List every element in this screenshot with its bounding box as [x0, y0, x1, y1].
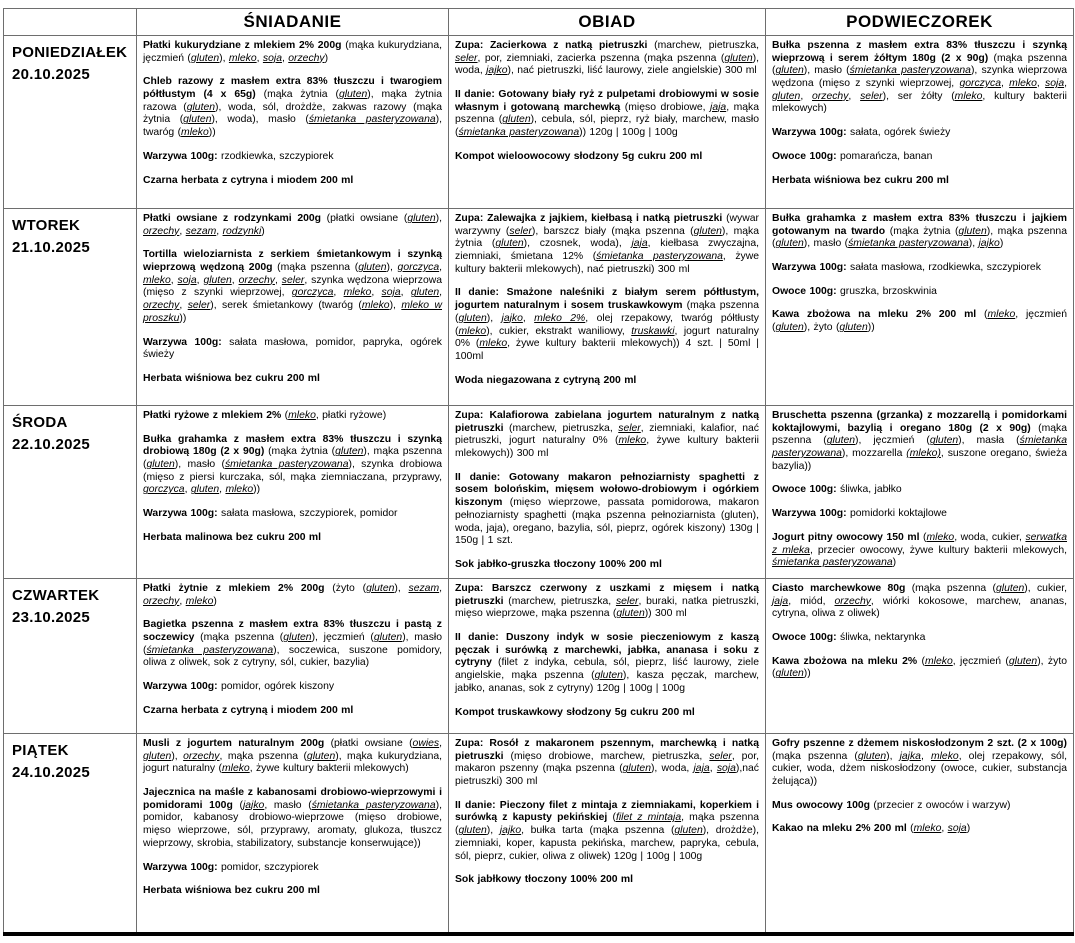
allergen: mleko [458, 325, 487, 337]
day-name: PONIEDZIAŁEK [12, 44, 128, 61]
header-sniadanie: ŚNIADANIE [137, 9, 449, 36]
menu-item: Kawa zbożowa na mleku 2% (mleko, jęczmień (gluten), żyto (gluten)) [772, 655, 1067, 680]
allergen: gluten [772, 90, 801, 102]
allergen: gluten [306, 750, 336, 762]
allergen: truskawki [631, 325, 675, 337]
cell-wednesday-lunch [449, 406, 766, 579]
menu-item: Ciasto marchewkowe 80g (mąka pszenna (gluten), cukier, jaja, miód, orzechy, wiórki kokosowe, marchew, ananas, cytryna, oliwa z oliwek) [772, 583, 1068, 620]
allergen: orzechy [812, 90, 849, 102]
dish-name: Zupa: Barszcz czerwony z uszkami z mięsem i natką pietruszki [455, 583, 759, 607]
allergen: soja [262, 52, 282, 64]
allergen: soja [716, 763, 736, 775]
dish-name: Zupa: Zacierkowa z natką pietruszki [455, 40, 648, 51]
menu-item: Bruschetta pszenna (grzanka) z mozzarellą i pomidorkami koktajlowymi, bazylią i oregano 180g (2 x 90g) (mąka pszenna (gluten), jęczmień (gluten), masła (śmietanka pasteryzowana), mozzarella (mleko), suszone oregano, świeża bazylia)) [772, 410, 1067, 472]
menu-item: Zupa: Kalafiorowa zabielana jogurtem naturalnym z natką pietruszki (marchew, pietruszka, seler, ziemniaki, kalafior, nać pietruszki, jogurt naturalny 0% (mleko, żywe kultury bakterii mlekowych)) 300 ml [455, 410, 759, 460]
allergen: rodzynki [222, 225, 262, 237]
allergen: gluten [775, 322, 804, 334]
menu-item: Owoce 100g: śliwka, nektarynka [772, 632, 926, 644]
dish-name: Owoce 100g: [772, 150, 837, 162]
row-tuesday [4, 209, 1074, 406]
dish-name: Bagietka pszenna z masłem extra 83% tłuszczu i pastą z soczewicy [143, 619, 442, 644]
dish-name: Warzywa 100g: [772, 262, 847, 274]
dish-name: II danie: Gotowany makaron pełnoziarnisty spaghetti z sosem bolońskim, mięsem wołowo-drobiowym i ogórkiem kiszonym [455, 471, 759, 509]
menu-item: Płatki ryżowe z mlekiem 2% (mleko, płatki ryżowe) [143, 410, 387, 421]
cell-monday-breakfast [137, 36, 449, 209]
allergen: gluten [995, 583, 1025, 594]
allergen: jajko [242, 799, 265, 811]
dish-name: Płatki żytnie z mlekiem 2% 200g [143, 583, 325, 594]
menu-item: Warzywa 100g: pomidor, ogórek kiszony [143, 681, 335, 693]
allergen: mleko [343, 287, 372, 299]
day-date: 23.10.2025 [12, 608, 91, 626]
day-cell-tuesday [4, 209, 137, 406]
dish-name: Jogurt pitny owocowy 150 ml [772, 531, 920, 543]
allergen: mleko [185, 595, 214, 607]
dish-name: Warzywa 100g: [143, 508, 218, 520]
allergen: orzechy [183, 750, 220, 762]
dish-name: Kawa zbożowa na mleku 2% 200 ml [772, 309, 977, 321]
dish-name: Zupa: Zalewajka z jajkiem, kiełbasą i natką pietruszki [455, 213, 723, 224]
allergen: śmietanka pasteryzowana [458, 127, 580, 139]
allergen: soja [381, 287, 401, 299]
allergen: gluten [693, 225, 722, 237]
allergen: mleko [479, 338, 508, 350]
allergen: (mleko) [906, 448, 941, 460]
allergen: mleko [225, 484, 254, 496]
allergen: orzechy [834, 595, 871, 607]
menu-item [143, 373, 442, 386]
allergen: gluten [335, 446, 364, 458]
allergen: gluten [594, 670, 623, 682]
menu-item: Kakao na mleku 2% 200 ml (mleko, soja) [772, 823, 971, 835]
dish-name: Musli z jogurtem naturalnym 200g [143, 738, 325, 749]
allergen: mleko w proszku [143, 300, 443, 324]
allergen: gorczyca [143, 484, 185, 496]
allergen: gluten [410, 287, 440, 299]
dish-name: Warzywa 100g: [143, 336, 222, 348]
day-date: 22.10.2025 [12, 435, 91, 453]
menu-item: Płatki owsiane z rodzynkami 200g (płatki owsiane (gluten), orzechy, sezam, rodzynki) [143, 213, 442, 237]
allergen: śmietanka pasteryzowana [146, 644, 274, 656]
menu-item: II danie: Gotowany makaron pełnoziarnisty spaghetti z sosem bolońskim, mięsem wołowo-drobiowym i ogórkiem kiszonym (mięso wieprzowe, passata pomidorowa, makaron pełnoziarnisty spaghetti (mąka pszenna pełnoziarnista (gluten), woda, jaja), oregano, bazylia, sól, pieprz, ogórek kiszony) 130g | 150g | 1 szt. [455, 471, 759, 547]
allergen: gluten [203, 274, 232, 286]
cell-friday-snack [766, 734, 1074, 934]
menu-item: Mus owocowy 100g (przecier z owoców i warzyw) [772, 799, 1011, 811]
allergen: gorczyca [959, 78, 1002, 90]
day-cell-wednesday [4, 406, 137, 579]
allergen: gluten [186, 101, 216, 113]
allergen: jaja [710, 101, 727, 113]
dish-name: Warzywa 100g: [772, 127, 847, 139]
allergen: śmietanka pasteryzowana [849, 65, 971, 77]
header-row [4, 9, 1074, 36]
allergen: gluten [366, 583, 395, 594]
dish-name: Zupa: Rosół z makaronem pszennym, marchewką i natką pietruszki [455, 738, 759, 762]
menu-item: Zupa: Barszcz czerwony z uszkami z mięsem i natką pietruszki (marchew, pietruszka, seler, buraki, natka pietruszki, mięso wieprzowe, mąka pszenna (gluten)) 300 ml [455, 583, 759, 620]
cell-thursday-breakfast [137, 579, 449, 734]
dish-name: Owoce 100g: [772, 285, 837, 297]
day-name: WTOREK [12, 217, 81, 234]
allergen: gluten [857, 750, 887, 762]
dish-name: Warzywa 100g: [143, 681, 218, 693]
allergen: mleko [228, 52, 257, 64]
dish-name: Bułka pszenna z masłem extra 83% tłuszczu i szynką wieprzową i serem żółtym 180g (2 x 90g) [772, 40, 1067, 64]
allergen: serwatka z mleka [772, 531, 1068, 556]
menu-item [455, 707, 759, 720]
allergen: gluten [775, 668, 804, 680]
menu-item: Owoce 100g: śliwka, jabłko [772, 484, 902, 496]
menu-item: Warzywa 100g: pomidor, szczypiorek [143, 861, 319, 873]
allergen: seler [709, 750, 732, 762]
cell-wednesday-snack [766, 406, 1074, 579]
dish-name: Owoce 100g: [772, 484, 837, 496]
dish-name: Warzywa 100g: [143, 861, 218, 873]
allergen: seler [455, 52, 478, 64]
menu-item [455, 559, 759, 572]
allergen: jajko [499, 825, 522, 837]
allergen: jaja [693, 763, 710, 775]
allergen: śmietanka pasteryzowana [772, 435, 1067, 460]
allergen: jajka [899, 750, 921, 762]
day-name: CZWARTEK [12, 587, 100, 604]
allergen: jajko [501, 312, 523, 324]
dish-name: Bruschetta pszenna (grzanka) z mozzarellą i pomidorkami koktajlowymi, bazylią i oregano 180g (2 x 90g) [772, 410, 1067, 434]
dish-name: Czarna herbata z cytryną i miodem 200 ml [143, 704, 354, 716]
cell-thursday-snack [766, 579, 1074, 734]
allergen: orzechy [143, 595, 180, 607]
day-cell-monday [4, 36, 137, 209]
allergen: mleko [930, 750, 959, 762]
menu-item: Jajecznica na maśle z kabanosami drobiowo-wieprzowymi i pomidorami 100g (jajko, masło (śmietanka pasteryzowana), pomidor, kabanosy drobiowo-wieprzowe (mięso drobiowe, mięso wieprzowe, sól, przyprawy, aromaty, glukoza, tłuszcz wieprzowy, skrobia, stabilizatory, substancje konserwujące)) [143, 787, 442, 849]
menu-item: Warzywa 100g: sałata masłowa, rzodkiewka, szczypiorek [772, 262, 1041, 274]
dish-name: Herbata wiśniowa bez cukru 200 ml [143, 885, 320, 897]
allergen: gluten [775, 65, 804, 77]
allergen: gluten [826, 435, 856, 447]
allergen: sezam [408, 583, 440, 594]
menu-item: Kawa zbożowa na mleku 2% 200 ml (mleko, jęczmień (gluten), żyto (gluten)) [772, 309, 1067, 334]
dish-name: Tortilla wieloziarnista z serkiem śmietankowym i szynką wieprzową wędzoną 200g [143, 249, 442, 274]
dish-name: II danie: Duszony indyk w sosie pieczeniowym z kaszą pęczak i surówką z marchewki, jabłka, ananasa i soku z cytryny [455, 632, 759, 669]
dish-name: Herbata malinowa bez cukru 200 ml [143, 531, 322, 543]
dish-name: Owoce 100g: [772, 632, 837, 644]
allergen: jajko [978, 238, 1000, 250]
allergen: gluten [407, 213, 436, 224]
allergen: gluten [283, 632, 312, 644]
dish-name: Bułka grahamka z masłem extra 83% tłuszczu i szynką drobiową 180g (2 x 90g) [143, 433, 442, 458]
allergen: śmietanka pasteryzowana [311, 799, 436, 811]
dish-name: Bułka grahamka z masłem extra 83% tłuszczu i jajkiem gotowanym na twardo [772, 213, 1067, 237]
cell-friday-breakfast [137, 734, 449, 934]
allergen: mleko [288, 410, 316, 421]
dish-name: II danie: Pieczony filet z mintaja z ziemniakami, koperkiem i surówką z kapusty pekińskiej [455, 799, 759, 824]
allergen: gluten [622, 763, 651, 775]
day-name: ŚRODA [12, 414, 68, 431]
row-thursday [4, 579, 1074, 734]
allergen: śmietanka pasteryzowana [224, 459, 349, 471]
allergen: gluten [358, 262, 387, 274]
cell-wednesday-breakfast [137, 406, 449, 579]
allergen: mleko [143, 274, 171, 286]
allergen: orzechy [143, 225, 180, 237]
allergen: gluten [146, 459, 175, 471]
corner-cell [4, 9, 137, 36]
allergen: śmietanka pasteryzowana [772, 557, 893, 569]
menu-item: Owoce 100g: gruszka, brzoskwinia [772, 285, 937, 297]
allergen: seler [281, 274, 305, 286]
allergen: mleko [925, 655, 953, 667]
dish-name: Kawa zbożowa na mleku 2% [772, 655, 918, 667]
menu-item: Zupa: Zalewajka z jajkiem, kiełbasą i natką pietruszki (wywar warzywny (seler), barszcz biały (mąka pszenna (gluten), mąka żytnia (gluten), czosnek, woda), jaja, kiełbasa zwyczajna, ziemniaki, śmietana 12% (śmietanka pasteryzowana, żywe kultury bakterii mlekowych), nać pietruszki) 300 ml [455, 213, 759, 275]
allergen: gluten [495, 238, 524, 250]
dish-name: Płatki ryżowe z mlekiem 2% [143, 410, 282, 421]
allergen: śmietanka pasteryzowana [308, 114, 436, 126]
allergen: gluten [674, 825, 703, 837]
allergen: mleko [926, 531, 955, 543]
dish-name: Ciasto marchewkowe 80g [772, 583, 906, 594]
dish-name: Jajecznica na maśle z kabanosami drobiowo-wieprzowymi i pomidorami 100g [143, 787, 442, 811]
allergen: soja [177, 274, 197, 286]
allergen: gluten [373, 632, 403, 644]
menu-item: II danie: Gotowany biały ryż z pulpetami drobiowymi w sosie własnym i gotowaną marchewką (mięso drobiowe, jaja, mąka pszenna (gluten), cebula, sól, pieprz, ryż biały, marchew, masło (śmietanka pasteryzowana)) 120g | 100g | 100g [455, 89, 759, 139]
dish-name: Chleb razowy z masłem extra 83% tłuszczu i twarogiem półtłustym (4 x 65g) [143, 76, 442, 101]
dish-name: Sok jabłkowy tłoczony 100% 200 ml [455, 874, 634, 886]
allergen: gluten [458, 312, 487, 324]
allergen: mleko 2% [534, 312, 586, 324]
allergen: seler [187, 300, 211, 312]
allergen: mleko [954, 90, 983, 102]
cell-tuesday-breakfast [137, 209, 449, 406]
allergen: orzechy [288, 52, 325, 64]
allergen: mleko [181, 127, 209, 139]
allergen: gluten [190, 52, 220, 64]
day-cell-friday [4, 734, 137, 934]
row-wednesday [4, 406, 1074, 579]
allergen: mleko [913, 823, 942, 835]
weekly-menu-table [3, 8, 1074, 936]
allergen: mleko [361, 300, 390, 312]
header-podwieczorek: PODWIECZOREK [766, 9, 1074, 36]
dish-name: Kompot truskawkowy słodzony 5g cukru 200 ml [455, 706, 695, 718]
menu-item: Warzywa 100g: sałata masłowa, szczypiorek, pomidor [143, 508, 398, 520]
allergen: orzechy [143, 300, 180, 312]
allergen: gluten [190, 484, 220, 496]
menu-item [143, 885, 442, 898]
dish-name: Kompot wieloowocowy słodzony 5g cukru 200 ml [455, 150, 703, 162]
menu-item: Warzywa 100g: rzodkiewka, szczypiorek [143, 150, 334, 162]
menu-item: Bułka grahamka z masłem extra 83% tłuszczu i jajkiem gotowanym na twardo (mąka żytnia (gluten), mąka pszenna (gluten), masło (śmietanka pasteryzowana), jajko) [772, 213, 1067, 250]
dish-name: Czarna herbata z cytryna i miodem 200 ml [143, 174, 354, 186]
day-date: 24.10.2025 [12, 763, 91, 781]
allergen: seler [615, 595, 639, 607]
menu-item [455, 874, 759, 887]
allergen: seler [509, 225, 532, 237]
cell-friday-lunch [449, 734, 766, 934]
menu-item [143, 532, 442, 545]
dish-name: II danie: Smażone naleśniki z białym serem półtłustym, jogurtem naturalnym i sosem truskawkowym [455, 287, 759, 312]
menu-item [772, 175, 1067, 188]
allergen: gluten [724, 52, 753, 64]
allergen: jaja [631, 238, 648, 250]
dish-name: Płatki kukurydziane z mlekiem 2% 200g [143, 40, 342, 51]
menu-item: Gofry pszenne z dżemem niskosłodzonym 2 szt. (2 x 100g) (mąka pszenna (gluten), jajka, mleko, olej rzepakowy, sól, cukier, woda, dżem niskosłodzony (owoce, cukier, substancja żelująca)) [772, 738, 1068, 788]
allergen: gluten [502, 114, 531, 126]
allergen: gluten [958, 225, 987, 237]
menu-item: Owoce 100g: pomarańcza, banan [772, 150, 933, 162]
allergen: śmietanka pasteryzowana [596, 251, 723, 263]
day-name: PIĄTEK [12, 742, 69, 759]
menu-item: Płatki żytnie z mlekiem 2% 200g (żyto (gluten), sezam, orzechy, mleko) [143, 583, 442, 607]
allergen: mleko [987, 309, 1016, 321]
header-obiad: OBIAD [449, 9, 766, 36]
menu-item: Chleb razowy z masłem extra 83% tłuszczu i twarogiem półtłustym (4 x 65g) (mąka żytnia (gluten), mąka żytnia razowa (gluten), woda, sól, drożdże, zakwas razowy (mąka żytnia (gluten), woda), masło (śmietanka pasteryzowana), twaróg (mleko)) [143, 76, 442, 139]
allergen: śmietanka pasteryzowana [848, 238, 969, 250]
menu-item: Warzywa 100g: pomidorki koktajlowe [772, 508, 947, 520]
allergen: gluten [458, 825, 487, 837]
allergen: soja [1045, 78, 1065, 90]
dish-name: Warzywa 100g: [772, 508, 847, 520]
dish-name: Zupa: Kalafiorowa zabielana jogurtem naturalnym z natką pietruszki [455, 410, 759, 434]
allergen: gorczyca [397, 262, 440, 274]
allergen: jajko [486, 65, 508, 77]
cell-tuesday-snack [766, 209, 1074, 406]
row-monday [4, 36, 1074, 209]
dish-name: II danie: Gotowany biały ryż z pulpetami drobiowymi w sosie własnym i gotowaną marchewką [455, 89, 759, 113]
menu-item: Warzywa 100g: sałata, ogórek świeży [772, 127, 951, 139]
menu-item [455, 375, 759, 388]
allergen: seler [618, 422, 641, 434]
allergen: gluten [338, 89, 368, 101]
dish-name: Mus owocowy 100g [772, 799, 871, 811]
menu-item: Zupa: Rosół z makaronem pszennym, marchewką i natką pietruszki (mięso drobiowe, marchew, pietruszka, seler, por, makaron pszenny (mąka pszenna (gluten), woda, jaja, soja),nać pietruszki) 300 ml [455, 738, 759, 788]
menu-item: Bułka pszenna z masłem extra 83% tłuszczu i szynką wieprzową i serem żółtym 180g (2 x 90g) (mąka pszenna (gluten), masło (śmietanka pasteryzowana), szynka wieprzowa wędzona (mięso z szynki wieprzowej, gorczyca, mleko, soja, gluten, orzechy, seler), ser żółty (mleko, kultury bakterii mlekowych) [772, 40, 1068, 115]
menu-item: II danie: Duszony indyk w sosie pieczeniowym z kaszą pęczak i surówką z marchewki, jabłka, ananasa i soku z cytryny (filet z indyka, cebula, sól, pieprz, liść laurowy, ziele angielskie, mąka pszenna (gluten), kasza pęczak, marchew, jabłko, ananas, sok z cytryny) 120g | 100g | 100g [455, 632, 759, 694]
menu-item [143, 175, 442, 188]
menu-item [455, 151, 759, 164]
allergen: gluten [929, 435, 959, 447]
menu-item: Bagietka pszenna z masłem extra 83% tłuszczu i pastą z soczewicy (mąka pszenna (gluten), jęczmień (gluten), masło (śmietanka pasteryzowana), soczewica, suszone pomidory, oliwa z oliwek, sok z cytryny, sól, cukier, bazylia) [143, 619, 442, 669]
allergen: soja [947, 823, 967, 835]
dish-name: Herbata wiśniowa bez cukru 200 ml [143, 372, 320, 384]
allergen: gluten [183, 114, 212, 126]
allergen: mleko [1009, 78, 1037, 90]
menu-item: Jogurt pitny owocowy 150 ml (mleko, woda, cukier, serwatka z mleka, przecier owocowy, żywe kultury bakterii mlekowych, śmietanka pasteryzowana) [772, 531, 1068, 569]
menu-item: Bułka grahamka z masłem extra 83% tłuszczu i szynką drobiową 180g (2 x 90g) (mąka żytnia (gluten), mąka pszenna (gluten), masło (śmietanka pasteryzowana), szynka drobiowa (mięso z piersi kurczaka, sól, mąka ziemniaczana, przyprawy, gorczyca, gluten, mleko)) [143, 433, 442, 496]
allergen: gluten [839, 322, 868, 334]
dish-name: Herbata wiśniowa bez cukru 200 ml [772, 174, 949, 186]
allergen: gluten [1008, 655, 1038, 667]
menu-item: Płatki kukurydziane z mlekiem 2% 200g (mąka kukurydziana, jęczmień (gluten), mleko, soja, orzechy) [143, 40, 442, 64]
dish-name: Warzywa 100g: [143, 150, 218, 162]
allergen: gluten [616, 608, 645, 620]
dish-name: Kakao na mleku 2% 200 ml [772, 823, 907, 835]
day-date: 20.10.2025 [12, 65, 91, 83]
cell-monday-snack [766, 36, 1074, 209]
menu-item: Warzywa 100g: sałata masłowa, pomidor, papryka, ogórek świeży [143, 336, 442, 361]
menu-item: Musli z jogurtem naturalnym 200g (płatki owsiane (owies, gluten), orzechy, mąka pszenna (gluten), mąka kukurydziana, jogurt naturalny (mleko, żywe kultury bakterii mlekowych) [143, 738, 443, 775]
allergen: mleko [221, 763, 250, 775]
cell-thursday-lunch [449, 579, 766, 734]
cell-monday-lunch [449, 36, 766, 209]
allergen: jaja [772, 595, 789, 607]
menu-item: Tortilla wieloziarnista z serkiem śmietankowym i szynką wieprzową wędzoną 200g (mąka pszenna (gluten), gorczyca, mleko, soja, gluten, orzechy, seler, szynka wędzona wieprzowa (mięso z szynki wieprzowej, gorczyca, mleko, soja, gluten, orzechy, seler), serek śmietankowy (twaróg (mleko), mleko w proszku)) [143, 249, 443, 324]
row-friday [4, 734, 1074, 934]
dish-name: Gofry pszenne z dżemem niskosłodzonym 2 szt. (2 x 100g) [772, 738, 1067, 749]
allergen: filet z mintaja [615, 812, 682, 824]
menu-item: II danie: Pieczony filet z mintaja z ziemniakami, koperkiem i surówką z kapusty pekińskiej (filet z mintaja, mąka pszenna (gluten), jajko, bułka tarta (mąka pszenna (gluten), drożdże), ziemniaki, koper, kapusta pekińska, marchew, papryka, cebula, sól, pieprz, cukier, oliwa z oliwek) 120g | 100g | 100g [455, 799, 760, 862]
allergen: owies [412, 738, 440, 749]
allergen: sezam [185, 225, 217, 237]
dish-name: Sok jabłko-gruszka tłoczony 100% 200 ml [455, 558, 662, 570]
dish-name: Płatki owsiane z rodzynkami 200g [143, 213, 322, 224]
allergen: gluten [143, 750, 172, 762]
allergen: mleko [618, 435, 647, 447]
day-date: 21.10.2025 [12, 238, 91, 256]
cell-tuesday-lunch [449, 209, 766, 406]
allergen: gorczyca [291, 287, 334, 299]
day-cell-thursday [4, 579, 137, 734]
menu-item: Zupa: Zacierkowa z natką pietruszki (marchew, pietruszka, seler, por, ziemniaki, zacierka pszenna (mąka pszenna (gluten), woda, jajko), nać pietruszki, liść laurowy, ziele angielskie) 300 ml [455, 40, 759, 77]
menu-item: II danie: Smażone naleśniki z białym serem półtłustym, jogurtem naturalnym i sosem truskawkowym (mąka pszenna (gluten), jajko, mleko 2%, olej rzepakowy, twaróg półtłusty (mleko), cukier, ekstrakt waniliowy, truskawki, jogurt naturalny 0% (mleko, żywe kultury bakterii mlekowych)) 4 szt. | 50ml | 100ml [455, 287, 759, 362]
allergen: seler [860, 90, 883, 102]
allergen: orzechy [238, 274, 275, 286]
dish-name: Woda niegazowana z cytryną 200 ml [455, 374, 637, 386]
menu-item [143, 705, 442, 718]
allergen: gluten [775, 238, 804, 250]
